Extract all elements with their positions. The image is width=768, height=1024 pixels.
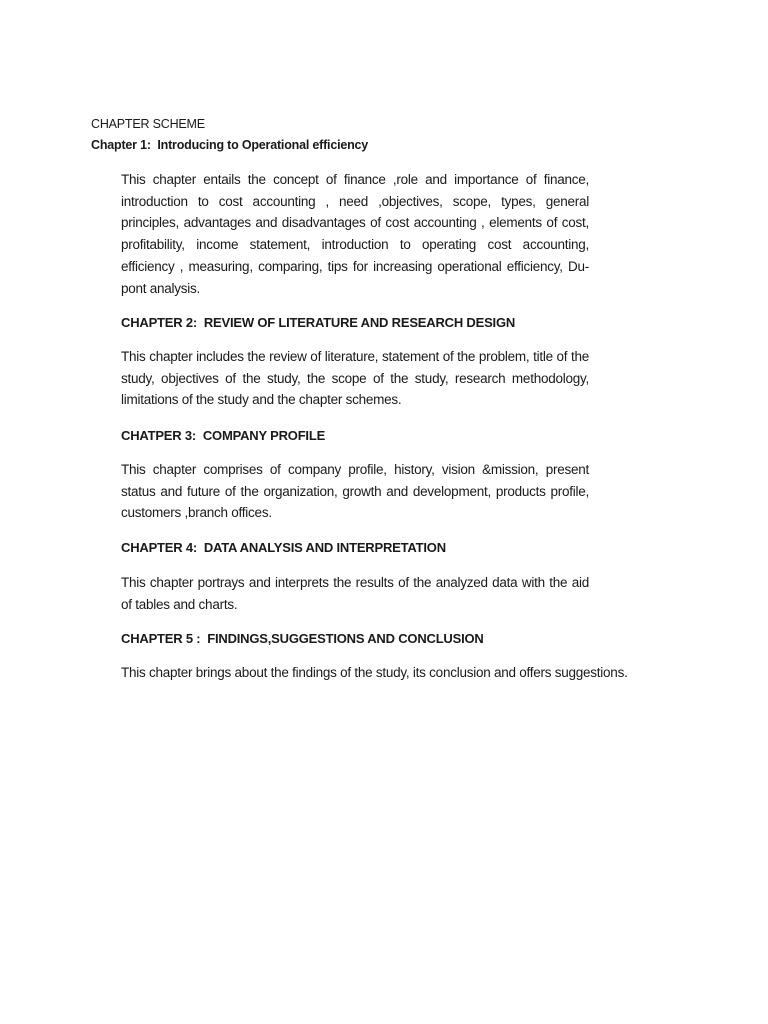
chapter-scheme-title: CHAPTER SCHEME xyxy=(91,117,205,131)
chapter-4-heading: CHAPTER 4: DATA ANALYSIS AND INTERPRETATION xyxy=(121,540,446,555)
chapter-5-heading: CHAPTER 5 : FINDINGS,SUGGESTIONS AND CONCLUSION xyxy=(121,631,484,646)
chapter-3-description: This chapter comprises of company profile, history, vision &mission, present status and future of the organization, growth and development, products profile, customers ,branch offices. xyxy=(121,462,589,521)
chapter-2-description: This chapter includes the review of literature, statement of the problem, title of the study, objectives of the study, the scope of the study, research methodology, limitations of the study and the chapter schemes. xyxy=(121,349,589,408)
chapter-1-description: This chapter entails the concept of finance ,role and importance of finance, introduction to cost accounting , need ,objectives, scope, types, general principles, advantages and disadvantages of cost accounting , elements of cost, profitability, income statement, introduction to operating cost accounting, efficiency , measuring, comparing, tips for increasing operational efficiency, Du-pont analysis. xyxy=(121,172,589,296)
chapter-1-heading: Chapter 1: Introducing to Operational efficiency xyxy=(91,138,369,152)
chapter-3-heading: CHATPER 3: COMPANY PROFILE xyxy=(121,428,326,443)
chapter-2-heading: CHAPTER 2: REVIEW OF LITERATURE AND RESEARCH DESIGN xyxy=(121,315,516,330)
chapter-5-description: This chapter brings about the findings of the study, its conclusion and offers suggestions. xyxy=(121,665,628,680)
chapter-4-description: This chapter portrays and interprets the results of the analyzed data with the aid of tables and charts. xyxy=(121,575,589,612)
